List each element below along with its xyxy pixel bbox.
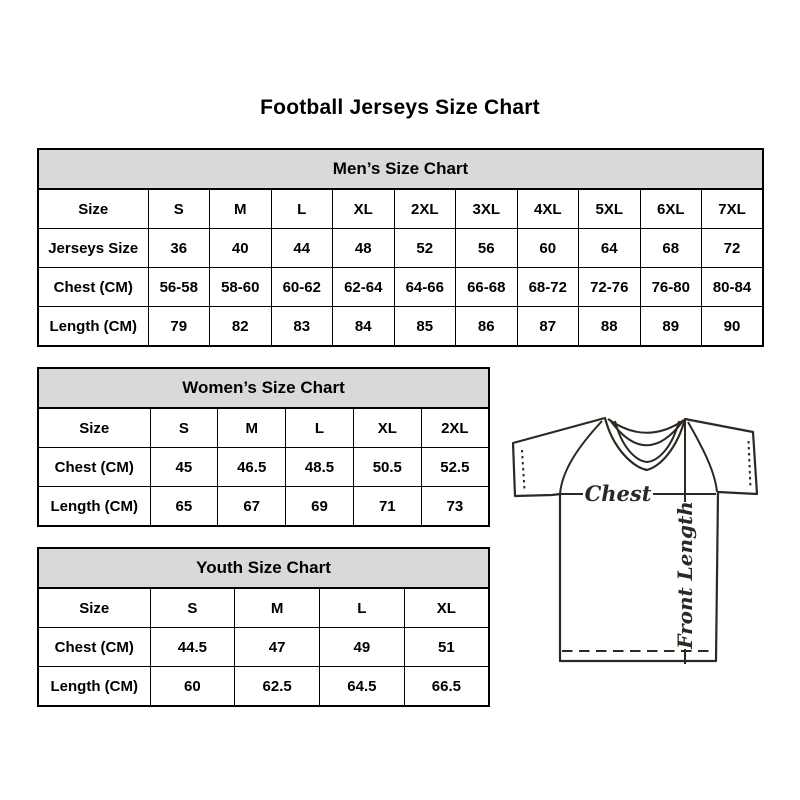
column-header-cell: 2XL [421,408,489,448]
value-cell: 67 [218,487,286,527]
value-cell: 79 [148,307,210,347]
value-cell: 66-68 [456,268,518,307]
column-header-cell: M [210,189,272,229]
table-title: Youth Size Chart [38,548,489,588]
value-cell: 51 [404,628,489,667]
value-cell: 62.5 [235,667,320,707]
mens-size-table [37,148,764,347]
jersey-outline-shape [513,418,757,661]
table-row [38,628,489,667]
value-cell: 64-66 [394,268,456,307]
table-row [38,487,489,527]
value-cell: 84 [333,307,395,347]
column-header-cell: S [150,588,235,628]
value-cell: 71 [353,487,421,527]
value-cell: 52 [394,229,456,268]
value-cell: 47 [235,628,320,667]
jersey-diagram-svg [505,408,765,670]
right-armhole-seam [688,422,717,492]
table-row [38,189,763,229]
table-row [38,667,489,707]
column-header-cell: XL [333,189,395,229]
youth-size-table [37,547,490,707]
value-cell: 68 [640,229,702,268]
corner-header-cell: Size [38,588,150,628]
value-cell: 64.5 [320,667,405,707]
value-cell: 76-80 [640,268,702,307]
front-length-label: Front Length [673,501,697,649]
value-cell: 87 [517,307,579,347]
left-cuff-stitch-line [522,450,525,490]
value-cell: 65 [150,487,218,527]
value-cell: 40 [210,229,272,268]
youth-table [37,547,490,707]
column-header-cell: S [148,189,210,229]
corner-header-cell: Size [38,189,148,229]
row-label-cell: Chest (CM) [38,628,150,667]
value-cell: 60 [150,667,235,707]
value-cell: 36 [148,229,210,268]
table-row [38,408,489,448]
column-header-cell: 7XL [702,189,764,229]
row-label-cell: Chest (CM) [38,268,148,307]
column-header-cell: M [218,408,286,448]
value-cell: 56 [456,229,518,268]
column-header-cell: XL [404,588,489,628]
right-cuff-stitch-line [749,441,751,488]
value-cell: 73 [421,487,489,527]
value-cell: 86 [456,307,518,347]
table-title: Men’s Size Chart [38,149,763,189]
value-cell: 52.5 [421,448,489,487]
table-row [38,448,489,487]
womens-table [37,367,490,527]
row-label-cell: Chest (CM) [38,448,150,487]
column-header-cell: 2XL [394,189,456,229]
column-header-cell: XL [353,408,421,448]
value-cell: 56-58 [148,268,210,307]
column-header-cell: L [320,588,405,628]
table-row [38,588,489,628]
value-cell: 72 [702,229,764,268]
column-header-cell: L [271,189,333,229]
value-cell: 46.5 [218,448,286,487]
value-cell: 89 [640,307,702,347]
value-cell: 45 [150,448,218,487]
column-header-cell: S [150,408,218,448]
column-header-cell: 4XL [517,189,579,229]
row-label-cell: Length (CM) [38,667,150,707]
value-cell: 60-62 [271,268,333,307]
value-cell: 44 [271,229,333,268]
value-cell: 49 [320,628,405,667]
womens-size-table [37,367,490,527]
table-row [38,307,763,347]
row-label-cell: Length (CM) [38,307,148,347]
column-header-cell: 3XL [456,189,518,229]
table-title: Women’s Size Chart [38,368,489,408]
value-cell: 80-84 [702,268,764,307]
column-header-cell: L [286,408,354,448]
value-cell: 88 [579,307,641,347]
column-header-cell: M [235,588,320,628]
value-cell: 48.5 [286,448,354,487]
table-row [38,268,763,307]
value-cell: 85 [394,307,456,347]
value-cell: 60 [517,229,579,268]
value-cell: 64 [579,229,641,268]
chest-label: Chest [584,481,652,506]
value-cell: 83 [271,307,333,347]
value-cell: 66.5 [404,667,489,707]
column-header-cell: 6XL [640,189,702,229]
row-label-cell: Jerseys Size [38,229,148,268]
table-row [38,229,763,268]
value-cell: 90 [702,307,764,347]
page-title: Football Jerseys Size Chart [260,96,540,119]
value-cell: 58-60 [210,268,272,307]
value-cell: 69 [286,487,354,527]
value-cell: 48 [333,229,395,268]
corner-header-cell: Size [38,408,150,448]
row-label-cell: Length (CM) [38,487,150,527]
jersey-measurement-diagram [505,408,765,670]
value-cell: 50.5 [353,448,421,487]
value-cell: 72-76 [579,268,641,307]
value-cell: 82 [210,307,272,347]
value-cell: 68-72 [517,268,579,307]
value-cell: 44.5 [150,628,235,667]
mens-table [37,148,764,347]
value-cell: 62-64 [333,268,395,307]
column-header-cell: 5XL [579,189,641,229]
